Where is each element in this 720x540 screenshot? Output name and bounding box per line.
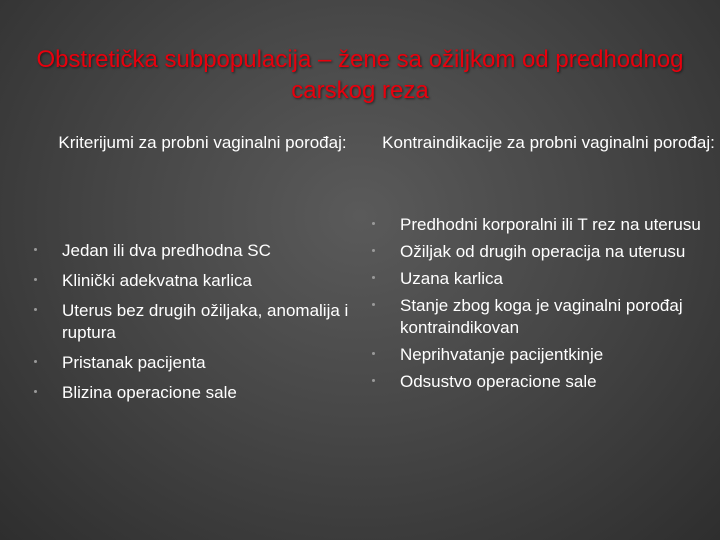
list-item-text: Blizina operacione sale bbox=[62, 383, 237, 402]
bullet-icon bbox=[34, 278, 37, 281]
list-item bbox=[400, 371, 710, 393]
list-item-text: Ožiljak od drugih operacija na uterusu bbox=[400, 242, 686, 261]
bullet-icon bbox=[34, 390, 37, 393]
list-item-text: Uzana karlica bbox=[400, 269, 503, 288]
bullet-icon bbox=[372, 379, 375, 382]
bullet-icon bbox=[372, 276, 375, 279]
list-item-text: Stanje zbog koga je vaginalni porođaj kontraindikovan bbox=[400, 296, 683, 337]
list-item-text: Pristanak pacijenta bbox=[62, 353, 206, 372]
list-item-text: Uterus bez drugih ožiljaka, anomalija i ruptura bbox=[62, 301, 349, 342]
list-item-text: Jedan ili dva predhodna SC bbox=[62, 241, 271, 260]
bullet-icon bbox=[372, 249, 375, 252]
criteria-list bbox=[62, 240, 362, 412]
list-item-text: Klinički adekvatna karlica bbox=[62, 271, 252, 290]
list-item bbox=[62, 270, 362, 292]
bullet-icon bbox=[34, 308, 37, 311]
list-item bbox=[400, 268, 710, 290]
bullet-icon bbox=[372, 352, 375, 355]
right-column-heading: Kontraindikacije za probni vaginalni porođaj: bbox=[382, 133, 715, 152]
bullet-icon bbox=[372, 222, 375, 225]
slide-title: Obstretička subpopulacija – žene sa ožiljkom od predhodnog carskog reza bbox=[36, 46, 684, 104]
bullet-icon bbox=[34, 360, 37, 363]
list-item bbox=[62, 300, 362, 344]
bullet-icon bbox=[372, 303, 375, 306]
list-item-text: Predhodni korporalni ili T rez na uterusu bbox=[400, 215, 701, 234]
list-item-text: Neprihvatanje pacijentkinje bbox=[400, 345, 604, 364]
bullet-icon bbox=[34, 248, 37, 251]
list-item bbox=[400, 241, 710, 263]
left-column-heading: Kriterijumi za probni vaginalni porođaj: bbox=[58, 133, 347, 152]
list-item bbox=[400, 344, 710, 366]
list-item bbox=[400, 214, 710, 236]
list-item bbox=[62, 382, 362, 404]
list-item-text: Odsustvo operacione sale bbox=[400, 372, 597, 391]
list-item bbox=[62, 240, 362, 262]
list-item bbox=[400, 295, 710, 339]
list-item bbox=[62, 352, 362, 374]
contraindications-list bbox=[400, 214, 710, 398]
